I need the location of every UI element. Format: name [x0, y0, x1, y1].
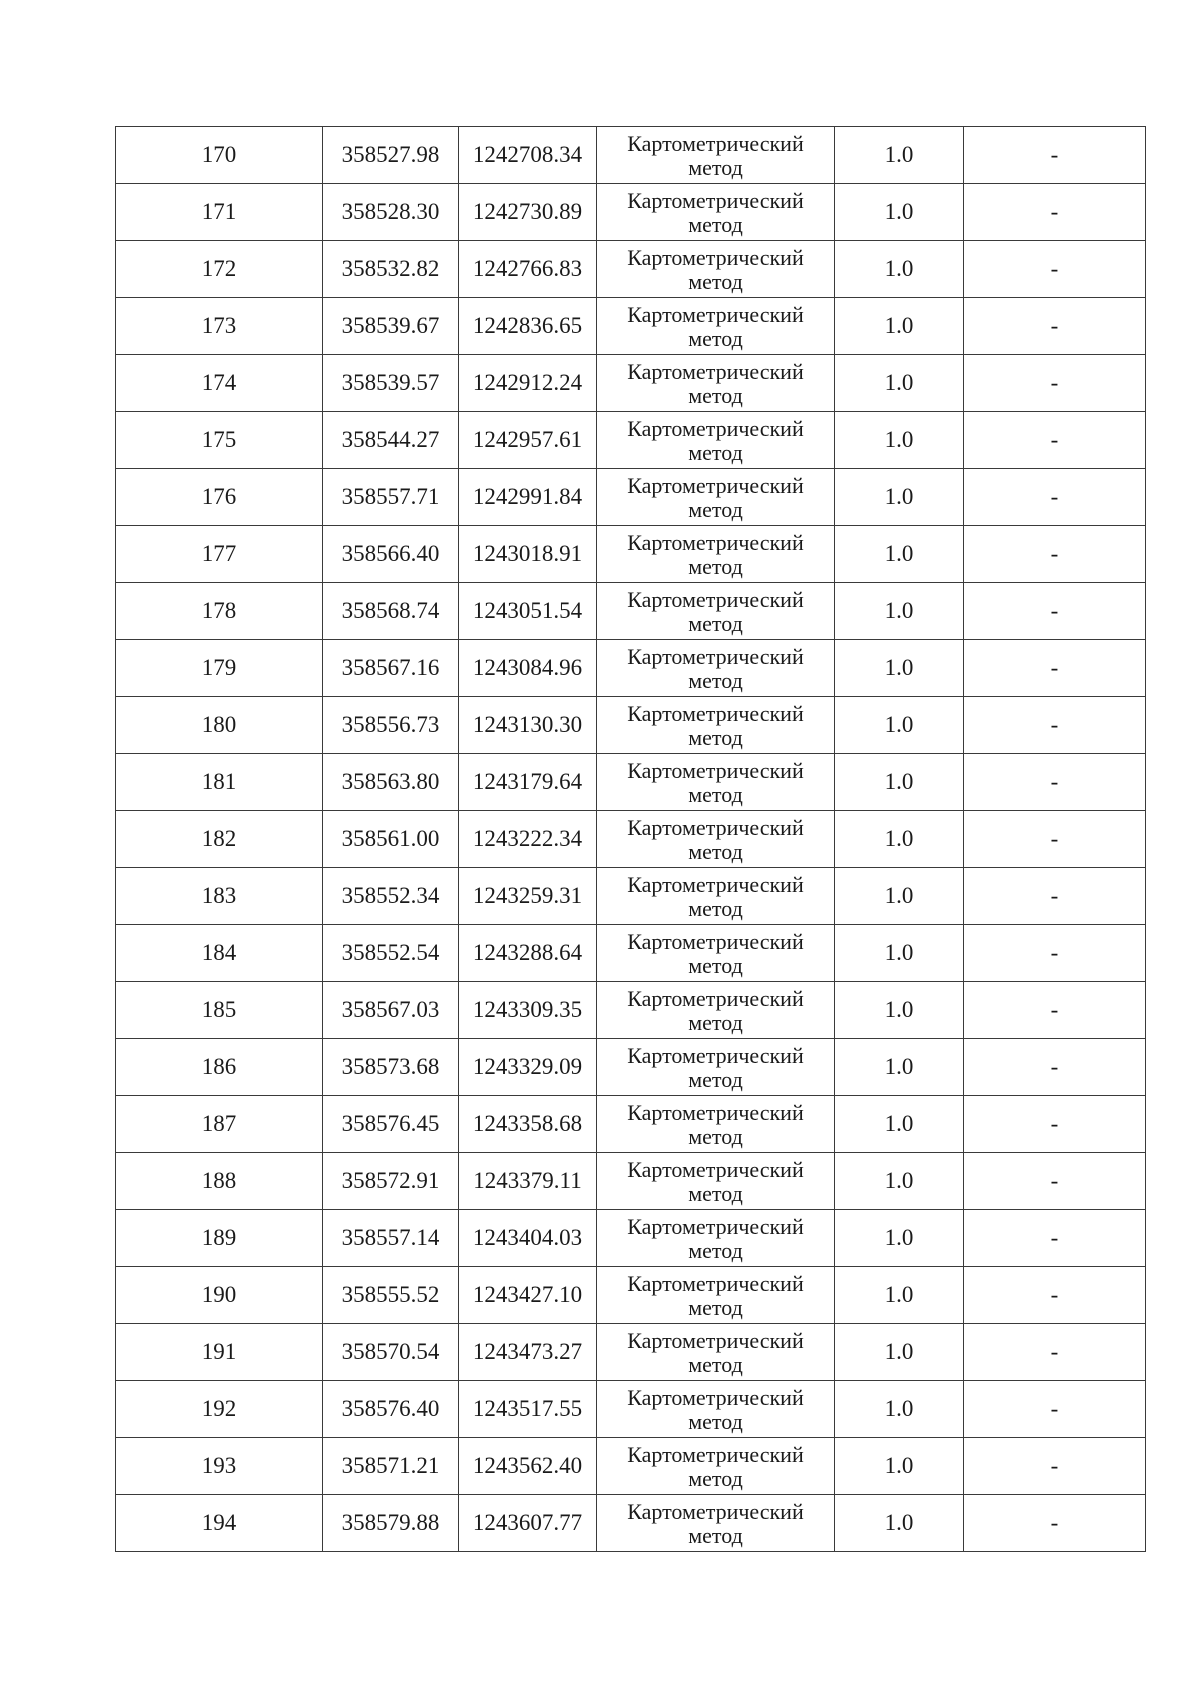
accuracy-cell: 1.0: [835, 526, 964, 583]
table-row: [116, 1267, 1146, 1324]
coordinates-table-body: [116, 127, 1146, 1552]
y-coordinate-cell: 1243084.96: [459, 640, 597, 697]
x-coordinate-cell: 358532.82: [323, 241, 459, 298]
method-line-1: Картометрический: [627, 1042, 804, 1068]
x-coordinate-cell: 358567.16: [323, 640, 459, 697]
point-number-cell: 181: [116, 754, 323, 811]
accuracy-cell: 1.0: [835, 1324, 964, 1381]
table-row: [116, 1324, 1146, 1381]
note-cell: -: [964, 298, 1146, 355]
method-cell: [597, 1495, 835, 1552]
note-cell: -: [964, 811, 1146, 868]
x-coordinate-cell: 358561.00: [323, 811, 459, 868]
coordinates-table: [115, 126, 1146, 1552]
method-line-2: метод: [688, 667, 743, 693]
y-coordinate-cell: 1242957.61: [459, 412, 597, 469]
x-coordinate-cell: 358555.52: [323, 1267, 459, 1324]
y-coordinate-cell: 1242708.34: [459, 127, 597, 184]
x-coordinate-cell: 358570.54: [323, 1324, 459, 1381]
table-row: [116, 925, 1146, 982]
note-cell: -: [964, 469, 1146, 526]
note-cell: -: [964, 1267, 1146, 1324]
y-coordinate-cell: 1242836.65: [459, 298, 597, 355]
note-cell: -: [964, 1039, 1146, 1096]
y-coordinate-cell: 1243517.55: [459, 1381, 597, 1438]
method-line-2: метод: [688, 1123, 743, 1149]
table-row: [116, 1381, 1146, 1438]
table-row: [116, 1495, 1146, 1552]
method-cell: [597, 982, 835, 1039]
y-coordinate-cell: 1243259.31: [459, 868, 597, 925]
method-line-1: Картометрический: [627, 1099, 804, 1125]
point-number-cell: 179: [116, 640, 323, 697]
method-line-2: метод: [688, 325, 743, 351]
accuracy-cell: 1.0: [835, 868, 964, 925]
x-coordinate-cell: 358571.21: [323, 1438, 459, 1495]
method-line-2: метод: [688, 1408, 743, 1434]
table-row: [116, 1096, 1146, 1153]
accuracy-cell: 1.0: [835, 1381, 964, 1438]
method-cell: [597, 868, 835, 925]
method-cell: [597, 754, 835, 811]
point-number-cell: 191: [116, 1324, 323, 1381]
table-row: [116, 1039, 1146, 1096]
accuracy-cell: 1.0: [835, 241, 964, 298]
method-line-1: Картометрический: [627, 814, 804, 840]
accuracy-cell: 1.0: [835, 1153, 964, 1210]
table-row: [116, 754, 1146, 811]
y-coordinate-cell: 1243404.03: [459, 1210, 597, 1267]
method-line-2: метод: [688, 1351, 743, 1377]
method-line-2: метод: [688, 838, 743, 864]
y-coordinate-cell: 1243051.54: [459, 583, 597, 640]
y-coordinate-cell: 1243329.09: [459, 1039, 597, 1096]
table-row: [116, 1153, 1146, 1210]
x-coordinate-cell: 358557.71: [323, 469, 459, 526]
accuracy-cell: 1.0: [835, 1210, 964, 1267]
method-line-1: Картометрический: [627, 700, 804, 726]
accuracy-cell: 1.0: [835, 355, 964, 412]
table-row: [116, 697, 1146, 754]
y-coordinate-cell: 1243562.40: [459, 1438, 597, 1495]
accuracy-cell: 1.0: [835, 982, 964, 1039]
accuracy-cell: 1.0: [835, 583, 964, 640]
x-coordinate-cell: 358573.68: [323, 1039, 459, 1096]
point-number-cell: 175: [116, 412, 323, 469]
method-line-1: Картометрический: [627, 1384, 804, 1410]
y-coordinate-cell: 1243179.64: [459, 754, 597, 811]
method-line-2: метод: [688, 1180, 743, 1206]
accuracy-cell: 1.0: [835, 127, 964, 184]
accuracy-cell: 1.0: [835, 697, 964, 754]
note-cell: -: [964, 1096, 1146, 1153]
method-line-1: Картометрический: [627, 1327, 804, 1353]
y-coordinate-cell: 1243288.64: [459, 925, 597, 982]
x-coordinate-cell: 358528.30: [323, 184, 459, 241]
point-number-cell: 192: [116, 1381, 323, 1438]
method-line-1: Картометрический: [627, 529, 804, 555]
table-row: [116, 355, 1146, 412]
method-cell: [597, 640, 835, 697]
method-cell: [597, 298, 835, 355]
point-number-cell: 183: [116, 868, 323, 925]
method-line-1: Картометрический: [627, 1213, 804, 1239]
method-line-2: метод: [688, 724, 743, 750]
method-line-2: метод: [688, 268, 743, 294]
method-line-1: Картометрический: [627, 871, 804, 897]
note-cell: -: [964, 868, 1146, 925]
y-coordinate-cell: 1243379.11: [459, 1153, 597, 1210]
method-cell: [597, 1096, 835, 1153]
x-coordinate-cell: 358579.88: [323, 1495, 459, 1552]
x-coordinate-cell: 358576.40: [323, 1381, 459, 1438]
x-coordinate-cell: 358539.57: [323, 355, 459, 412]
y-coordinate-cell: 1242730.89: [459, 184, 597, 241]
point-number-cell: 172: [116, 241, 323, 298]
method-cell: [597, 241, 835, 298]
table-row: [116, 583, 1146, 640]
table-row: [116, 241, 1146, 298]
x-coordinate-cell: 358572.91: [323, 1153, 459, 1210]
x-coordinate-cell: 358563.80: [323, 754, 459, 811]
accuracy-cell: 1.0: [835, 1267, 964, 1324]
point-number-cell: 184: [116, 925, 323, 982]
method-line-2: метод: [688, 1066, 743, 1092]
note-cell: -: [964, 127, 1146, 184]
method-cell: [597, 1210, 835, 1267]
table-row: [116, 298, 1146, 355]
y-coordinate-cell: 1242912.24: [459, 355, 597, 412]
point-number-cell: 186: [116, 1039, 323, 1096]
accuracy-cell: 1.0: [835, 640, 964, 697]
method-cell: [597, 355, 835, 412]
table-row: [116, 184, 1146, 241]
method-line-1: Картометрический: [627, 244, 804, 270]
x-coordinate-cell: 358556.73: [323, 697, 459, 754]
note-cell: -: [964, 241, 1146, 298]
y-coordinate-cell: 1243222.34: [459, 811, 597, 868]
table-row: [116, 526, 1146, 583]
accuracy-cell: 1.0: [835, 1096, 964, 1153]
note-cell: -: [964, 412, 1146, 469]
method-line-2: метод: [688, 781, 743, 807]
note-cell: -: [964, 583, 1146, 640]
point-number-cell: 188: [116, 1153, 323, 1210]
method-line-2: метод: [688, 610, 743, 636]
method-cell: [597, 697, 835, 754]
method-cell: [597, 412, 835, 469]
method-cell: [597, 811, 835, 868]
method-line-1: Картометрический: [627, 130, 804, 156]
method-line-2: метод: [688, 1009, 743, 1035]
method-cell: [597, 925, 835, 982]
note-cell: -: [964, 1438, 1146, 1495]
point-number-cell: 193: [116, 1438, 323, 1495]
y-coordinate-cell: 1243309.35: [459, 982, 597, 1039]
x-coordinate-cell: 358552.34: [323, 868, 459, 925]
accuracy-cell: 1.0: [835, 754, 964, 811]
note-cell: -: [964, 982, 1146, 1039]
x-coordinate-cell: 358566.40: [323, 526, 459, 583]
method-cell: [597, 1267, 835, 1324]
note-cell: -: [964, 1324, 1146, 1381]
y-coordinate-cell: 1243018.91: [459, 526, 597, 583]
note-cell: -: [964, 1210, 1146, 1267]
accuracy-cell: 1.0: [835, 1495, 964, 1552]
note-cell: -: [964, 184, 1146, 241]
accuracy-cell: 1.0: [835, 469, 964, 526]
point-number-cell: 177: [116, 526, 323, 583]
point-number-cell: 176: [116, 469, 323, 526]
table-row: [116, 412, 1146, 469]
point-number-cell: 174: [116, 355, 323, 412]
method-line-2: метод: [688, 1465, 743, 1491]
method-cell: [597, 526, 835, 583]
method-cell: [597, 583, 835, 640]
x-coordinate-cell: 358552.54: [323, 925, 459, 982]
method-cell: [597, 469, 835, 526]
accuracy-cell: 1.0: [835, 1039, 964, 1096]
table-row: [116, 982, 1146, 1039]
accuracy-cell: 1.0: [835, 298, 964, 355]
note-cell: -: [964, 754, 1146, 811]
method-line-1: Картометрический: [627, 928, 804, 954]
accuracy-cell: 1.0: [835, 925, 964, 982]
point-number-cell: 190: [116, 1267, 323, 1324]
method-line-1: Картометрический: [627, 1270, 804, 1296]
note-cell: -: [964, 355, 1146, 412]
table-row: [116, 469, 1146, 526]
x-coordinate-cell: 358568.74: [323, 583, 459, 640]
x-coordinate-cell: 358557.14: [323, 1210, 459, 1267]
table-row: [116, 1438, 1146, 1495]
method-line-1: Картометрический: [627, 415, 804, 441]
point-number-cell: 173: [116, 298, 323, 355]
x-coordinate-cell: 358527.98: [323, 127, 459, 184]
point-number-cell: 170: [116, 127, 323, 184]
point-number-cell: 182: [116, 811, 323, 868]
note-cell: -: [964, 925, 1146, 982]
table-row: [116, 1210, 1146, 1267]
x-coordinate-cell: 358576.45: [323, 1096, 459, 1153]
method-line-1: Картометрический: [627, 586, 804, 612]
point-number-cell: 194: [116, 1495, 323, 1552]
note-cell: -: [964, 697, 1146, 754]
point-number-cell: 185: [116, 982, 323, 1039]
method-line-1: Картометрический: [627, 1498, 804, 1524]
y-coordinate-cell: 1243607.77: [459, 1495, 597, 1552]
table-row: [116, 811, 1146, 868]
point-number-cell: 171: [116, 184, 323, 241]
y-coordinate-cell: 1243358.68: [459, 1096, 597, 1153]
note-cell: -: [964, 526, 1146, 583]
method-line-1: Картометрический: [627, 301, 804, 327]
method-line-2: метод: [688, 496, 743, 522]
table-row: [116, 868, 1146, 925]
point-number-cell: 180: [116, 697, 323, 754]
method-line-2: метод: [688, 952, 743, 978]
method-line-1: Картометрический: [627, 643, 804, 669]
method-cell: [597, 1039, 835, 1096]
method-cell: [597, 1381, 835, 1438]
method-cell: [597, 127, 835, 184]
y-coordinate-cell: 1242766.83: [459, 241, 597, 298]
accuracy-cell: 1.0: [835, 412, 964, 469]
table-row: [116, 640, 1146, 697]
x-coordinate-cell: 358539.67: [323, 298, 459, 355]
method-cell: [597, 1438, 835, 1495]
note-cell: -: [964, 1153, 1146, 1210]
method-line-1: Картометрический: [627, 757, 804, 783]
method-line-2: метод: [688, 553, 743, 579]
method-cell: [597, 184, 835, 241]
accuracy-cell: 1.0: [835, 811, 964, 868]
y-coordinate-cell: 1243473.27: [459, 1324, 597, 1381]
method-line-1: Картометрический: [627, 358, 804, 384]
method-line-2: метод: [688, 211, 743, 237]
method-line-1: Картометрический: [627, 472, 804, 498]
y-coordinate-cell: 1242991.84: [459, 469, 597, 526]
point-number-cell: 187: [116, 1096, 323, 1153]
method-line-1: Картометрический: [627, 1441, 804, 1467]
method-line-2: метод: [688, 895, 743, 921]
table-row: [116, 127, 1146, 184]
method-line-1: Картометрический: [627, 1156, 804, 1182]
accuracy-cell: 1.0: [835, 184, 964, 241]
x-coordinate-cell: 358544.27: [323, 412, 459, 469]
method-line-2: метод: [688, 154, 743, 180]
method-line-1: Картометрический: [627, 187, 804, 213]
y-coordinate-cell: 1243427.10: [459, 1267, 597, 1324]
method-line-2: метод: [688, 382, 743, 408]
note-cell: -: [964, 1495, 1146, 1552]
point-number-cell: 189: [116, 1210, 323, 1267]
point-number-cell: 178: [116, 583, 323, 640]
method-line-2: метод: [688, 1237, 743, 1263]
note-cell: -: [964, 640, 1146, 697]
method-line-1: Картометрический: [627, 985, 804, 1011]
method-line-2: метод: [688, 1294, 743, 1320]
note-cell: -: [964, 1381, 1146, 1438]
method-line-2: метод: [688, 1522, 743, 1548]
y-coordinate-cell: 1243130.30: [459, 697, 597, 754]
method-line-2: метод: [688, 439, 743, 465]
x-coordinate-cell: 358567.03: [323, 982, 459, 1039]
method-cell: [597, 1324, 835, 1381]
method-cell: [597, 1153, 835, 1210]
accuracy-cell: 1.0: [835, 1438, 964, 1495]
